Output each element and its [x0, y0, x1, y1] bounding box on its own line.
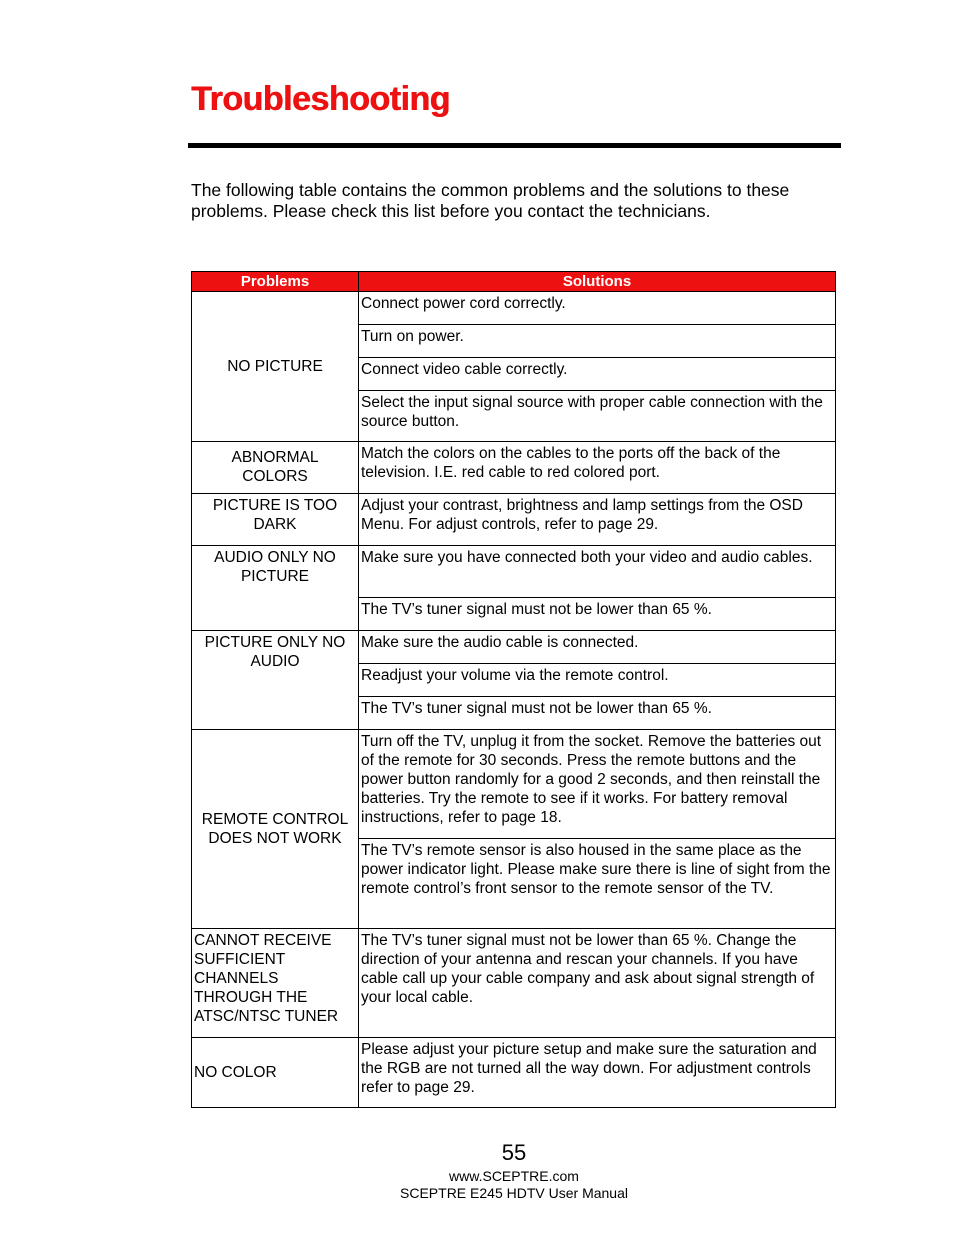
problem-cell: ABNORMAL COLORS — [192, 442, 359, 494]
solution-cell: Connect power cord correctly. — [359, 292, 836, 325]
column-header-solutions: Solutions — [359, 272, 836, 292]
solution-cell: Match the colors on the cables to the ports off the back of the television. I.E. red cable to red colored port. — [359, 442, 836, 494]
table-row — [192, 929, 836, 1038]
solution-cell: Select the input signal source with proper cable connection with the source button. — [359, 391, 836, 442]
solution-cell: Turn on power. — [359, 325, 836, 358]
solution-cell: Adjust your contrast, brightness and lamp settings from the OSD Menu. For adjust controls, refer to page 29. — [359, 494, 836, 546]
problem-cell: PICTURE ONLY NO AUDIO — [192, 631, 359, 730]
solution-cell: The TV’s tuner signal must not be lower than 65 %. — [359, 697, 836, 730]
intro-paragraph: The following table contains the common problems and the solutions to these problems. Please check this list before you contact the technicians. — [191, 180, 790, 221]
problem-cell: AUDIO ONLY NO PICTURE — [192, 546, 359, 631]
footer-website: www.SCEPTRE.com — [449, 1168, 579, 1184]
table-row — [192, 546, 836, 598]
table-header-row — [192, 272, 836, 292]
problem-cell: CANNOT RECEIVE SUFFICIENT CHANNELS THROUGH THE ATSC/NTSC TUNER — [192, 929, 359, 1038]
solution-cell: Readjust your volume via the remote control. — [359, 664, 836, 697]
page-number: 55 — [501, 1140, 527, 1165]
table-row — [192, 494, 836, 546]
table-row — [192, 631, 836, 664]
solution-cell: The TV’s tuner signal must not be lower than 65 %. — [359, 598, 836, 631]
table-row — [192, 1038, 836, 1108]
problem-cell: NO COLOR — [192, 1038, 359, 1108]
solution-cell: Please adjust your picture setup and make sure the saturation and the RGB are not turned all the way down. For adjustment controls refer to page 29. — [359, 1038, 836, 1108]
footer-manual-title: SCEPTRE E245 HDTV User Manual — [400, 1185, 628, 1201]
troubleshooting-table — [191, 271, 836, 1108]
solution-cell: Connect video cable correctly. — [359, 358, 836, 391]
problem-cell: NO PICTURE — [192, 292, 359, 442]
table-row — [192, 292, 836, 325]
page-title: Troubleshooting — [191, 80, 450, 118]
problem-cell: PICTURE IS TOO DARK — [192, 494, 359, 546]
problem-cell: REMOTE CONTROL DOES NOT WORK — [192, 730, 359, 929]
solution-cell: The TV’s remote sensor is also housed in the same place as the power indicator light. Please make sure there is line of sight from the remote control’s front sensor to the remote sensor of the TV. — [359, 839, 836, 929]
table-row — [192, 442, 836, 494]
solution-cell: The TV’s tuner signal must not be lower than 65 %. Change the direction of your antenna and rescan your channels. If you have cable call up your cable company and ask about signal strength of your local cable. — [359, 929, 836, 1038]
table-row — [192, 730, 836, 839]
solution-cell: Make sure the audio cable is connected. — [359, 631, 836, 664]
column-header-problems: Problems — [192, 272, 359, 292]
title-divider — [188, 143, 841, 148]
solution-cell: Turn off the TV, unplug it from the socket. Remove the batteries out of the remote for 30 seconds. Press the remote buttons and the power button randomly for a good 2 seconds, and then reinstall the batteries. Try the remote to see if it works. For battery removal instructions, refer to page 18. — [359, 730, 836, 839]
solution-cell: Make sure you have connected both your video and audio cables. — [359, 546, 836, 598]
